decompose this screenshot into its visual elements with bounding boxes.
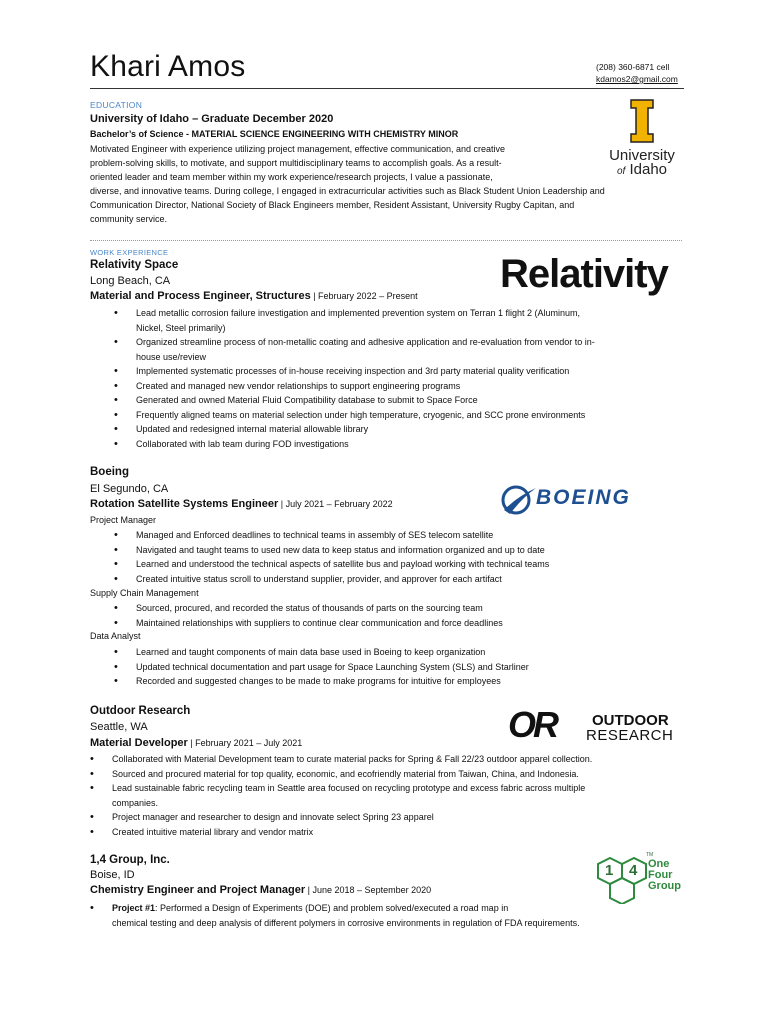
role-dates: | February 2021 – July 2021	[187, 738, 303, 748]
list-item: • Implemented systematic processes of in-house receiving inspection and 3rd party material quality verification	[114, 364, 674, 379]
role-dates: | June 2018 – September 2020	[305, 885, 432, 895]
logo-trademark: TM	[646, 852, 654, 858]
role-dates: | July 2021 – February 2022	[278, 499, 393, 509]
logo-idaho-text: Idaho	[629, 161, 668, 178]
project-label: Project #1	[112, 903, 156, 913]
role-outdoor-research	[90, 737, 302, 749]
boeing-scm-label: Supply Chain Management	[90, 588, 199, 598]
email-address[interactable]: kdamos2@gmail.com	[596, 74, 678, 84]
company-boeing: Boeing	[90, 466, 129, 478]
list-item: • Learned and understood the technical aspects of satellite bus and payload working with technical teams	[114, 557, 674, 572]
logo-four-text: Four	[648, 869, 673, 881]
list-item: • Collaborated with lab team during FOD investigations	[114, 437, 674, 452]
role-title: Material and Process Engineer, Structures	[90, 290, 311, 302]
location-relativity: Long Beach, CA	[90, 275, 171, 287]
list-item: • Lead sustainable fabric recycling team in Seattle area focused on recycling prototype and excess fabric across multiple companies.	[90, 781, 690, 810]
list-item: • Managed and Enforced deadlines to technical teams in assembly of SES telecom satellite	[114, 528, 674, 543]
summary-line: diverse, and innovative teams. During college, I engaged in extracurricular activities such as Black Student Union Leadership and	[90, 186, 605, 196]
logo-one-text: One	[648, 858, 670, 870]
summary-line: community service.	[90, 214, 168, 224]
boeing-pm-label: Project Manager	[90, 515, 157, 525]
list-item: • Frequently aligned teams on material selection under high temperature, cryogenic, and SCC prone environments	[114, 408, 674, 423]
idaho-i-icon	[604, 98, 680, 146]
summary-line: oriented leader and team member within my work experience/research projects, I value a passionate,	[90, 172, 493, 182]
location-one-four-group: Boise, ID	[90, 869, 135, 881]
list-item: • Sourced, procured, and recorded the status of thousands of parts on the sourcing team	[114, 601, 674, 616]
section-divider	[90, 240, 682, 241]
list-item: • Created and managed new vendor relationships to support engineering programs	[114, 379, 674, 394]
logo-words	[648, 859, 681, 892]
summary-line: Communication Director, National Society of Black Engineers member, Resident Assistant, University Rugby Capitan, and	[90, 200, 575, 210]
list-item: • Created intuitive status scroll to understand supplier, provider, and approver for each artifact	[114, 572, 674, 587]
education-section-label: EDUCATION	[90, 100, 143, 110]
logo-university-text: University	[609, 147, 675, 164]
list-item: • Recorded and suggested changes to be made to make programs for intuitive for employees	[114, 674, 674, 689]
boeing-da-label: Data Analyst	[90, 631, 141, 641]
list-item: • Created intuitive material library and vendor matrix	[90, 825, 690, 840]
list-item: • Organized streamline process of non-metallic coating and adhesive application and re-evaluation from vendor to in- house use/review	[114, 335, 674, 364]
education-summary	[90, 142, 690, 226]
boeing-symbol-icon	[500, 480, 540, 520]
role-title: Material Developer	[90, 737, 188, 749]
logo-group-text: Group	[648, 880, 681, 892]
one-four-group-logo	[596, 852, 680, 904]
list-item: • Updated and redesigned internal material allowable library	[114, 422, 674, 437]
contact-block	[596, 61, 678, 85]
role-dates: | February 2022 – Present	[310, 291, 418, 301]
or-outdoor-text: OUTDOOR	[592, 712, 669, 729]
list-item: • Project manager and researcher to design and innovate select Spring 23 apparel	[90, 810, 690, 825]
logo-of-text: of	[616, 166, 626, 177]
logo-idaho-line	[604, 162, 680, 179]
boeing-wordmark: BOEING	[536, 486, 631, 509]
or-mark: OR	[508, 704, 556, 745]
education-school: University of Idaho – Graduate December 2020	[90, 113, 334, 125]
relativity-bullets	[114, 306, 674, 451]
relativity-logo: Relativity	[500, 252, 668, 296]
boeing-pm-bullets	[114, 528, 674, 586]
university-of-idaho-logo	[604, 98, 680, 180]
summary-line: Motivated Engineer with experience utilizing project management, effective communication, and creative	[90, 144, 506, 154]
or-research-text: RESEARCH	[586, 727, 674, 744]
role-title: Rotation Satellite Systems Engineer	[90, 498, 279, 510]
boeing-logo	[500, 480, 680, 520]
boeing-da-bullets	[114, 645, 674, 689]
outdoor-research-logo	[508, 704, 680, 748]
list-item: • Navigated and taught teams to used new data to keep status and information organized and up to date	[114, 543, 674, 558]
logo-digit-one: 1	[605, 862, 614, 879]
boeing-scm-bullets	[114, 601, 674, 630]
location-boeing: El Segundo, CA	[90, 483, 169, 495]
phone-number: (208) 360-6871 cell	[596, 62, 670, 72]
list-item: • Sourced and procured material for top quality, economic, and ecofriendly material from Taiwan, China, and Indonesia.	[90, 767, 690, 782]
list-item: • Learned and taught components of main data base used in Boeing to keep organization	[114, 645, 674, 660]
company-one-four-group: 1,4 Group, Inc.	[90, 854, 170, 866]
role-title: Chemistry Engineer and Project Manager	[90, 884, 306, 896]
list-item: • Collaborated with Material Development team to curate material packs for Spring & Fall 22/23 outdoor apparel collection.	[90, 752, 690, 767]
candidate-name: Khari Amos	[90, 50, 246, 83]
company-relativity: Relativity Space	[90, 259, 179, 271]
logo-digit-four: 4	[629, 862, 638, 879]
one-four-group-bullets	[90, 901, 690, 930]
company-outdoor-research: Outdoor Research	[90, 705, 191, 717]
header-divider	[90, 88, 684, 89]
list-item: • Lead metallic corrosion failure investigation and implemented prevention system on Terran 1 flight 2 (Aluminum, Nickel, Steel primarily)	[114, 306, 674, 335]
list-item: • Updated technical documentation and part usage for Space Launching System (SLS) and Starliner	[114, 660, 674, 675]
role-boeing	[90, 498, 393, 510]
work-section-label: WORK EXPERIENCE	[90, 248, 169, 257]
outdoor-research-bullets	[90, 752, 690, 839]
location-outdoor-research: Seattle, WA	[90, 721, 148, 733]
education-degree: Bachelor’s of Science - MATERIAL SCIENCE ENGINEERING WITH CHEMISTRY MINOR	[90, 129, 459, 139]
role-relativity	[90, 290, 418, 302]
list-item: • Generated and owned Material Fluid Compatibility database to submit to Space Force	[114, 393, 674, 408]
list-item: • Maintained relationships with suppliers to continue clear communication and force deadlines	[114, 616, 674, 631]
role-one-four-group	[90, 884, 431, 896]
summary-line: problem-solving skills, to motivate, and support multidisciplinary teams to accomplish goals. As a result-	[90, 158, 502, 168]
list-item: • Project #1: Performed a Design of Experiments (DOE) and problem solved/executed a road map in chemical testing and deep analysis of different polymers in corrosive environments in regulation of FDA requirements.	[90, 901, 690, 930]
